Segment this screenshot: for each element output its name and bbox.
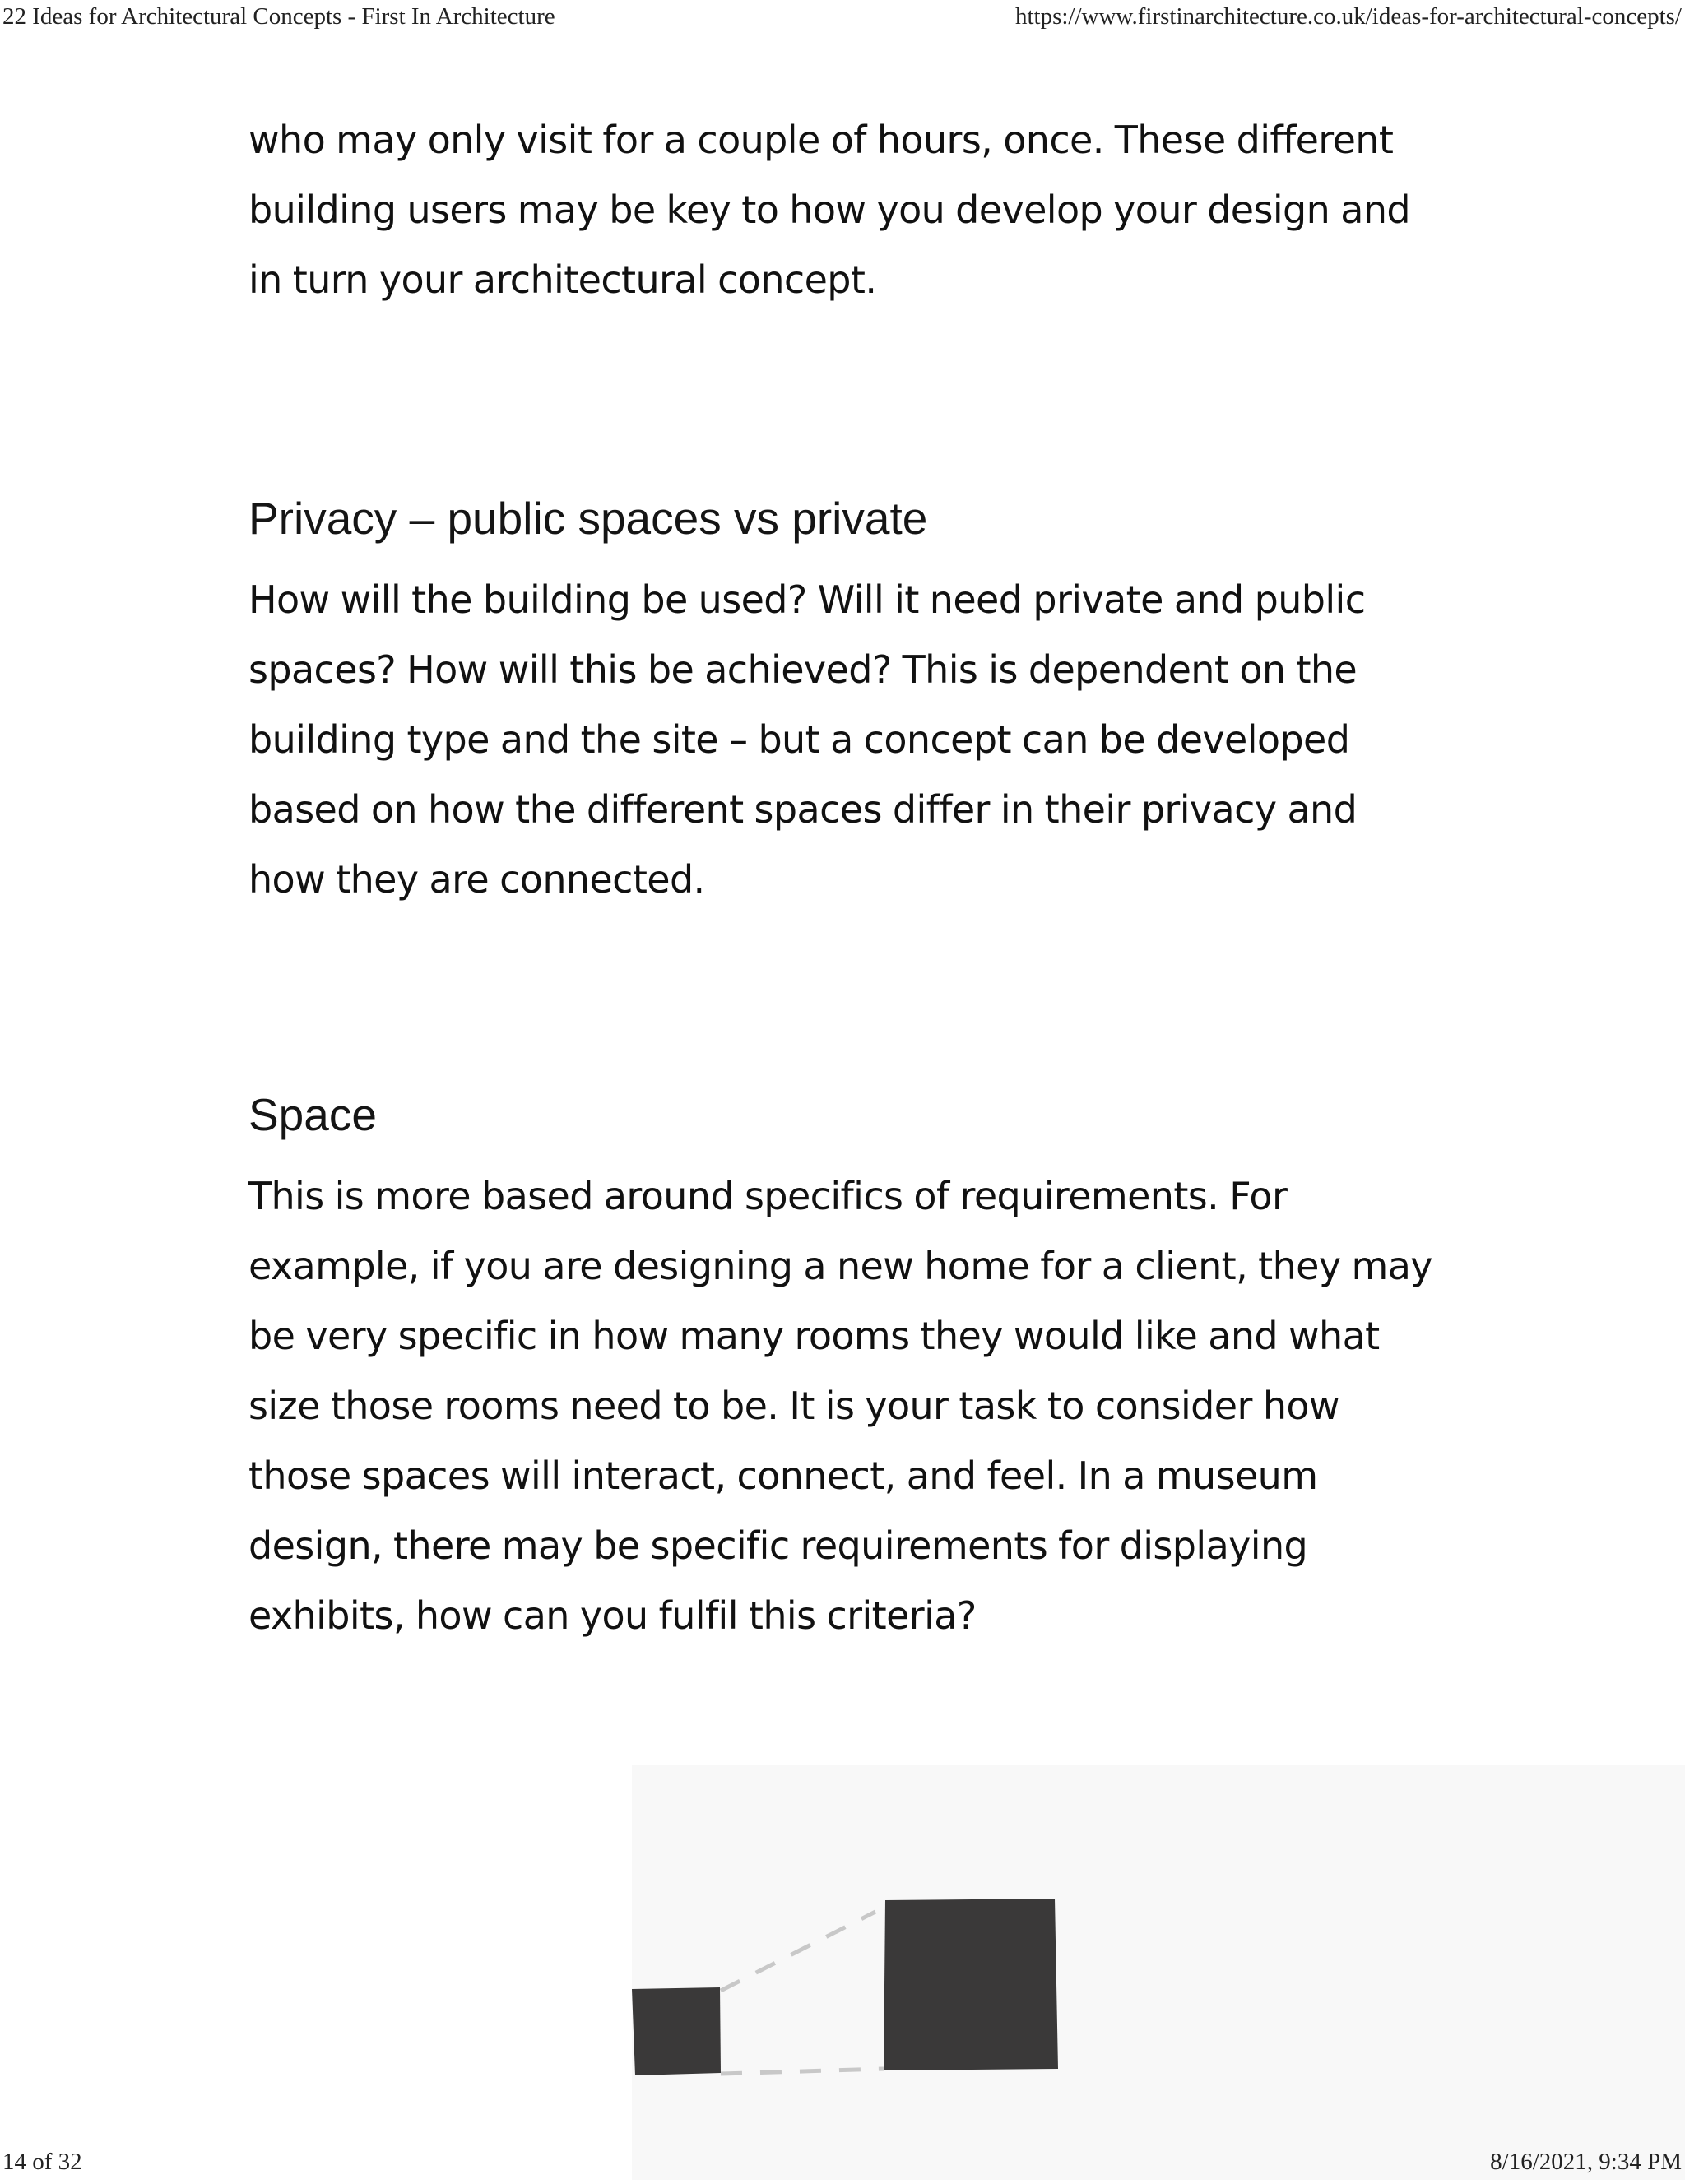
diagram-large-square: [884, 1899, 1058, 2070]
intro-paragraph: who may only visit for a couple of hours, once. These different building users may be key to how you develop your design and in turn your architectural concept.: [248, 118, 1410, 302]
page-number: 14 of 32: [2, 2149, 82, 2175]
section-body-space: This is more based around specifics of requirements. For example, if you are designing a new home for a client, they may be very specific in how many rooms they would like and what size those rooms need to be. It is your task to consider how those spaces will interact, connect, and feel. In a museum design, there may be specific requirements for displaying exhibits, how can you fulfil this criteria?: [248, 1174, 1432, 1638]
section-heading-privacy: Privacy – public spaces vs private: [248, 493, 928, 544]
print-page-title: 22 Ideas for Architectural Concepts - First In Architecture: [2, 3, 555, 30]
section-body-privacy: How will the building be used? Will it need private and public spaces? How will this be achieved? This is dependent on the building type and the site – but a concept can be developed based on how the different spaces differ in their privacy and how they are connected.: [248, 577, 1366, 902]
print-page-url: https://www.firstinarchitecture.co.uk/ideas-for-architectural-concepts/: [1014, 3, 1682, 30]
article-content: [248, 105, 1437, 1651]
diagram-connection-top: [721, 1912, 875, 1991]
space-diagram-image: [632, 1765, 1685, 2180]
diagram-small-square: [632, 1987, 721, 2075]
space-diagram-illustration: [632, 1765, 1685, 2180]
print-datetime: 8/16/2021, 9:34 PM: [1490, 2149, 1682, 2175]
diagram-connection-bottom: [721, 2069, 884, 2074]
section-heading-space: Space: [248, 1089, 377, 1140]
